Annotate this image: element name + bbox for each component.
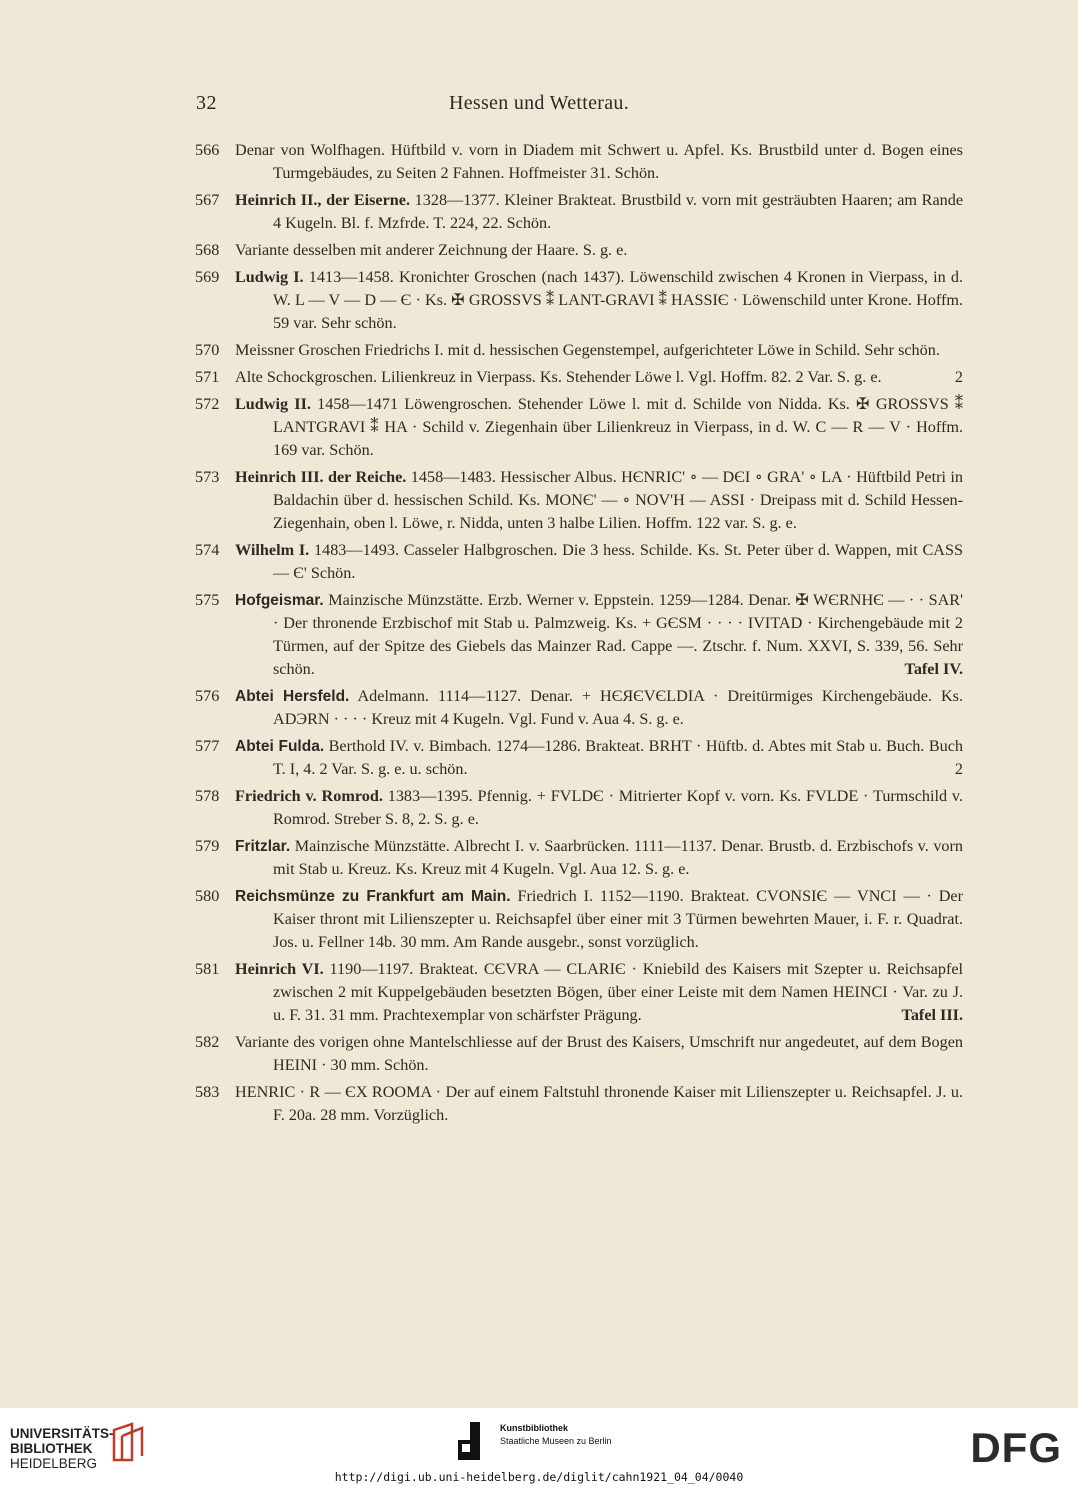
- entry-description: Variante desselben mit anderer Zeichnung der Haare. S. g. e.: [235, 241, 628, 259]
- uni-logo-line: BIBLIOTHEK: [10, 1441, 93, 1456]
- entry-number: 569: [195, 268, 220, 286]
- entry-body: [235, 1033, 963, 1074]
- entry-description: Friedrich I. 1152—1190. Brakteat. CVONSIЄ — VNCI — · Der Kaiser thront mit Lilienszepter u. Reichsapfel über einer mit 3 Türmen bewehrten Mauer, i. F. r. Quadrat. Jos. u. Fellner 14b. 30 mm. Am Rande ausgebr., sonst vorzüglich.: [273, 887, 963, 951]
- entry-number: 571: [195, 368, 220, 386]
- kb-subtitle: Staatliche Museen zu Berlin: [500, 1436, 612, 1446]
- entry-body: [235, 468, 963, 532]
- catalog-entry: [195, 393, 963, 462]
- entry-number: 582: [195, 1033, 220, 1051]
- ub-mark-icon: [108, 1420, 148, 1464]
- entry-body: [235, 341, 940, 359]
- kb-name: Kunstbibliothek: [500, 1423, 568, 1433]
- entry-description: HENRIC · R — ЄX ROOMA · Der auf einem Faltstuhl thronende Kaiser mit Lilienszepter u. Reichsapfel. J. u. F. 20a. 28 mm. Vorzüglich.: [235, 1083, 963, 1124]
- entry-number: 576: [195, 687, 220, 705]
- entry-description: Alte Schockgroschen. Lilienkreuz in Vierpass. Ks. Stehender Löwe l. Vgl. Hoffm. 82. 2 Var. S. g. e.: [235, 368, 882, 386]
- entry-body: [235, 141, 963, 182]
- entry-description: Denar von Wolfhagen. Hüftbild v. vorn in Diadem mit Schwert u. Apfel. Ks. Brustbild unter d. Bogen eines Turmgebäudes, zu Seiten 2 Fahnen. Hoffmeister 31. Schön.: [235, 141, 963, 182]
- entry-place: Reichsmünze zu Frankfurt am Main.: [235, 888, 511, 905]
- entry-body: [235, 737, 963, 778]
- entry-ruler: Wilhelm I.: [235, 541, 310, 559]
- dfg-logo[interactable]: DFG: [970, 1424, 1062, 1471]
- entry-description: 1328—1377. Kleiner Brakteat. Brustbild v. vorn mit gesträubten Haaren; am Rande 4 Kugeln. Bl. f. Mzfrde. T. 224, 22. Schön.: [273, 191, 963, 232]
- page-title: Hessen und Wetterau.: [448, 92, 630, 114]
- entry-ruler: Heinrich II., der Eiserne.: [235, 191, 411, 209]
- catalog-entry: [195, 539, 963, 585]
- entry-body: [235, 1083, 963, 1124]
- permalink-url[interactable]: http://digi.ub.uni-heidelberg.de/diglit/cahn1921_04_04/0040: [334, 1470, 744, 1484]
- entry-description: Meissner Groschen Friedrichs I. mit d. hessischen Gegenstempel, aufgerichteter Löwe in Schild. Sehr schön.: [235, 341, 940, 359]
- entry-reference: Tafel IV.: [904, 660, 963, 678]
- catalog-entry: [195, 958, 963, 1027]
- entry-description: Mainzische Münzstätte. Albrecht I. v. Saarbrücken. 1111—1137. Denar. Brustb. d. Erzbischofs v. vorn mit Stab u. Kreuz. Ks. Kreuz mit 4 Kugeln. Vgl. Aua 12. S. g. e.: [273, 837, 963, 878]
- entry-body: [235, 837, 963, 878]
- catalog-entry: [195, 266, 963, 335]
- entry-number: 566: [195, 141, 220, 159]
- catalog-entry: [195, 139, 963, 185]
- entry-place: Abtei Hersfeld.: [235, 688, 350, 705]
- entry-body: [235, 241, 627, 259]
- entry-number: 581: [195, 960, 220, 978]
- entry-body: [235, 191, 963, 232]
- kunstbibliothek-icon: [458, 1422, 492, 1460]
- catalog-entry: [195, 835, 963, 881]
- entry-body: [235, 960, 963, 1024]
- entry-number: 573: [195, 468, 220, 486]
- entry-number: 574: [195, 541, 220, 559]
- entry-description: 1190—1197. Brakteat. CЄVRA — CLARIЄ · Kniebild des Kaisers mit Szepter u. Reichsapfel zwischen 2 mit Kuppelgebäuden besetzten Bögen, über einer Leiste mit dem Namen HEINCI · Var. zu J. u. F. 31. 31 mm. Prachtexemplar von schärfster Prägung.: [273, 960, 964, 1024]
- catalog-entry: [195, 735, 963, 781]
- entry-number: 583: [195, 1083, 220, 1101]
- entry-ruler: Friedrich v. Romrod.: [235, 787, 383, 805]
- entry-number: 579: [195, 837, 220, 855]
- catalog-entry: [195, 785, 963, 831]
- viewer-footer: [0, 1408, 1078, 1489]
- university-library-logo[interactable]: [10, 1426, 114, 1471]
- entry-number: 577: [195, 737, 220, 755]
- catalog-entry: [195, 885, 963, 954]
- entry-body: [235, 687, 963, 728]
- entry-number: 568: [195, 241, 220, 259]
- entry-description: Berthold IV. v. Bimbach. 1274—1286. Brakteat. BRHT · Hüftb. d. Abtes mit Stab u. Buch. Buch T. I, 4. 2 Var. S. g. e. u. schön.: [273, 737, 963, 778]
- entry-number: 578: [195, 787, 220, 805]
- entry-ruler: Ludwig I.: [235, 268, 304, 286]
- page-number: 32: [196, 92, 217, 114]
- entry-number: 567: [195, 191, 220, 209]
- entry-place: Hofgeismar.: [235, 592, 324, 609]
- catalog-entry: [195, 189, 963, 235]
- entry-description: 1458—1471 Löwengroschen. Stehender Löwe l. mit d. Schilde von Nidda. Ks. ✠ GROSSVS ⁑ LANTGRAVI ⁑ HA · Schild v. Ziegenhain über Lilienkreuz in Vierpass, in d. W. C — R — V · Hoffm. 169 var. Schön.: [273, 395, 963, 459]
- entry-reference: 2: [954, 368, 963, 386]
- uni-logo-line: HEIDELBERG: [10, 1456, 98, 1471]
- entry-number: 580: [195, 887, 220, 905]
- entry-number: 570: [195, 341, 220, 359]
- kunstbibliothek-logo-text[interactable]: [500, 1422, 612, 1448]
- entry-body: [235, 887, 963, 951]
- entry-description: 1483—1493. Casseler Halbgroschen. Die 3 hess. Schilde. Ks. St. Peter über d. Wappen, mit CASS — Є' Schön.: [273, 541, 964, 582]
- entry-description: 1458—1483. Hessischer Albus. HЄNRIC' ∘ — DЄI ∘ GRA' ∘ LA · Hüftbild Petri in Baldachin über d. hessischen Schild. Ks. MONЄ' — ∘ NOV'H — ASSI · Dreipass mit d. Schild Hessen-Ziegenhain, oben l. Löwe, r. Nidda, unten 3 halbe Lilien. Hoffm. 122 var. S. g. e.: [273, 468, 964, 532]
- entry-ruler: Heinrich III. der Reiche.: [235, 468, 407, 486]
- entry-place: Fritzlar.: [235, 838, 291, 855]
- catalog-entry: [195, 685, 963, 731]
- catalog-entry: [195, 239, 963, 262]
- entry-number: 572: [195, 395, 220, 413]
- catalog-entry: [195, 339, 963, 362]
- entry-body: [235, 268, 963, 332]
- entry-place: Abtei Fulda.: [235, 738, 325, 755]
- catalog-entry: [195, 366, 963, 389]
- entry-body: [235, 541, 963, 582]
- entry-body: [235, 368, 963, 386]
- catalog-entry: [195, 1081, 963, 1127]
- entry-ruler: Heinrich VI.: [235, 960, 324, 978]
- entry-description: 1413—1458. Kronichter Groschen (nach 1437). Löwenschild zwischen 4 Kronen in Vierpass, in d. W. L — V — D — Є · Ks. ✠ GROSSVS ⁑ LANT-GRAVI ⁑ HASSIЄ · Löwenschild unter Krone. Hoffm. 59 var. Sehr schön.: [273, 268, 964, 332]
- entry-body: [235, 787, 963, 828]
- entry-description: Adelmann. 1114—1127. Denar. + HЄЯЄVЄLDIA · Dreitürmiges Kirchengebäude. Ks. ADЭRN · · · · Kreuz mit 4 Kugeln. Vgl. Fund v. Aua 4. S. g. e.: [273, 687, 964, 728]
- entry-reference: Tafel III.: [901, 1006, 963, 1024]
- catalog-entry: [195, 466, 963, 535]
- catalog-entries: [195, 139, 963, 1131]
- entry-description: 1383—1395. Pfennig. + FVLDЄ · Mitrierter Kopf v. vorn. Ks. FVLDE · Turmschild v. Romrod. Streber S. 8, 2. S. g. e.: [273, 787, 963, 828]
- entry-ruler: Ludwig II.: [235, 395, 311, 413]
- entry-body: [235, 395, 963, 459]
- catalog-entry: [195, 589, 963, 681]
- catalog-entry: [195, 1031, 963, 1077]
- entry-description: Variante des vorigen ohne Mantelschliesse auf der Brust des Kaisers, Umschrift nur angedeutet, auf dem Bogen HEINI · 30 mm. Schön.: [235, 1033, 963, 1074]
- uni-logo-line: UNIVERSITÄTS-: [10, 1426, 114, 1441]
- entry-number: 575: [195, 591, 220, 609]
- entry-description: Mainzische Münzstätte. Erzb. Werner v. Eppstein. 1259—1284. Denar. ✠ WЄRNHЄ — · · SAR' · Der thronende Erzbischof mit Stab u. Palmzweig. Ks. + GЄSM · · · · IVITAD · Kirchengebäude mit 2 Türmen, auf der Spitze des Giebels das Mainzer Rad. Cappe —. Ztschr. f. Num. XXVI, S. 339, 56. Sehr schön.: [273, 591, 963, 678]
- entry-reference: 2: [954, 760, 963, 778]
- entry-body: [235, 591, 963, 678]
